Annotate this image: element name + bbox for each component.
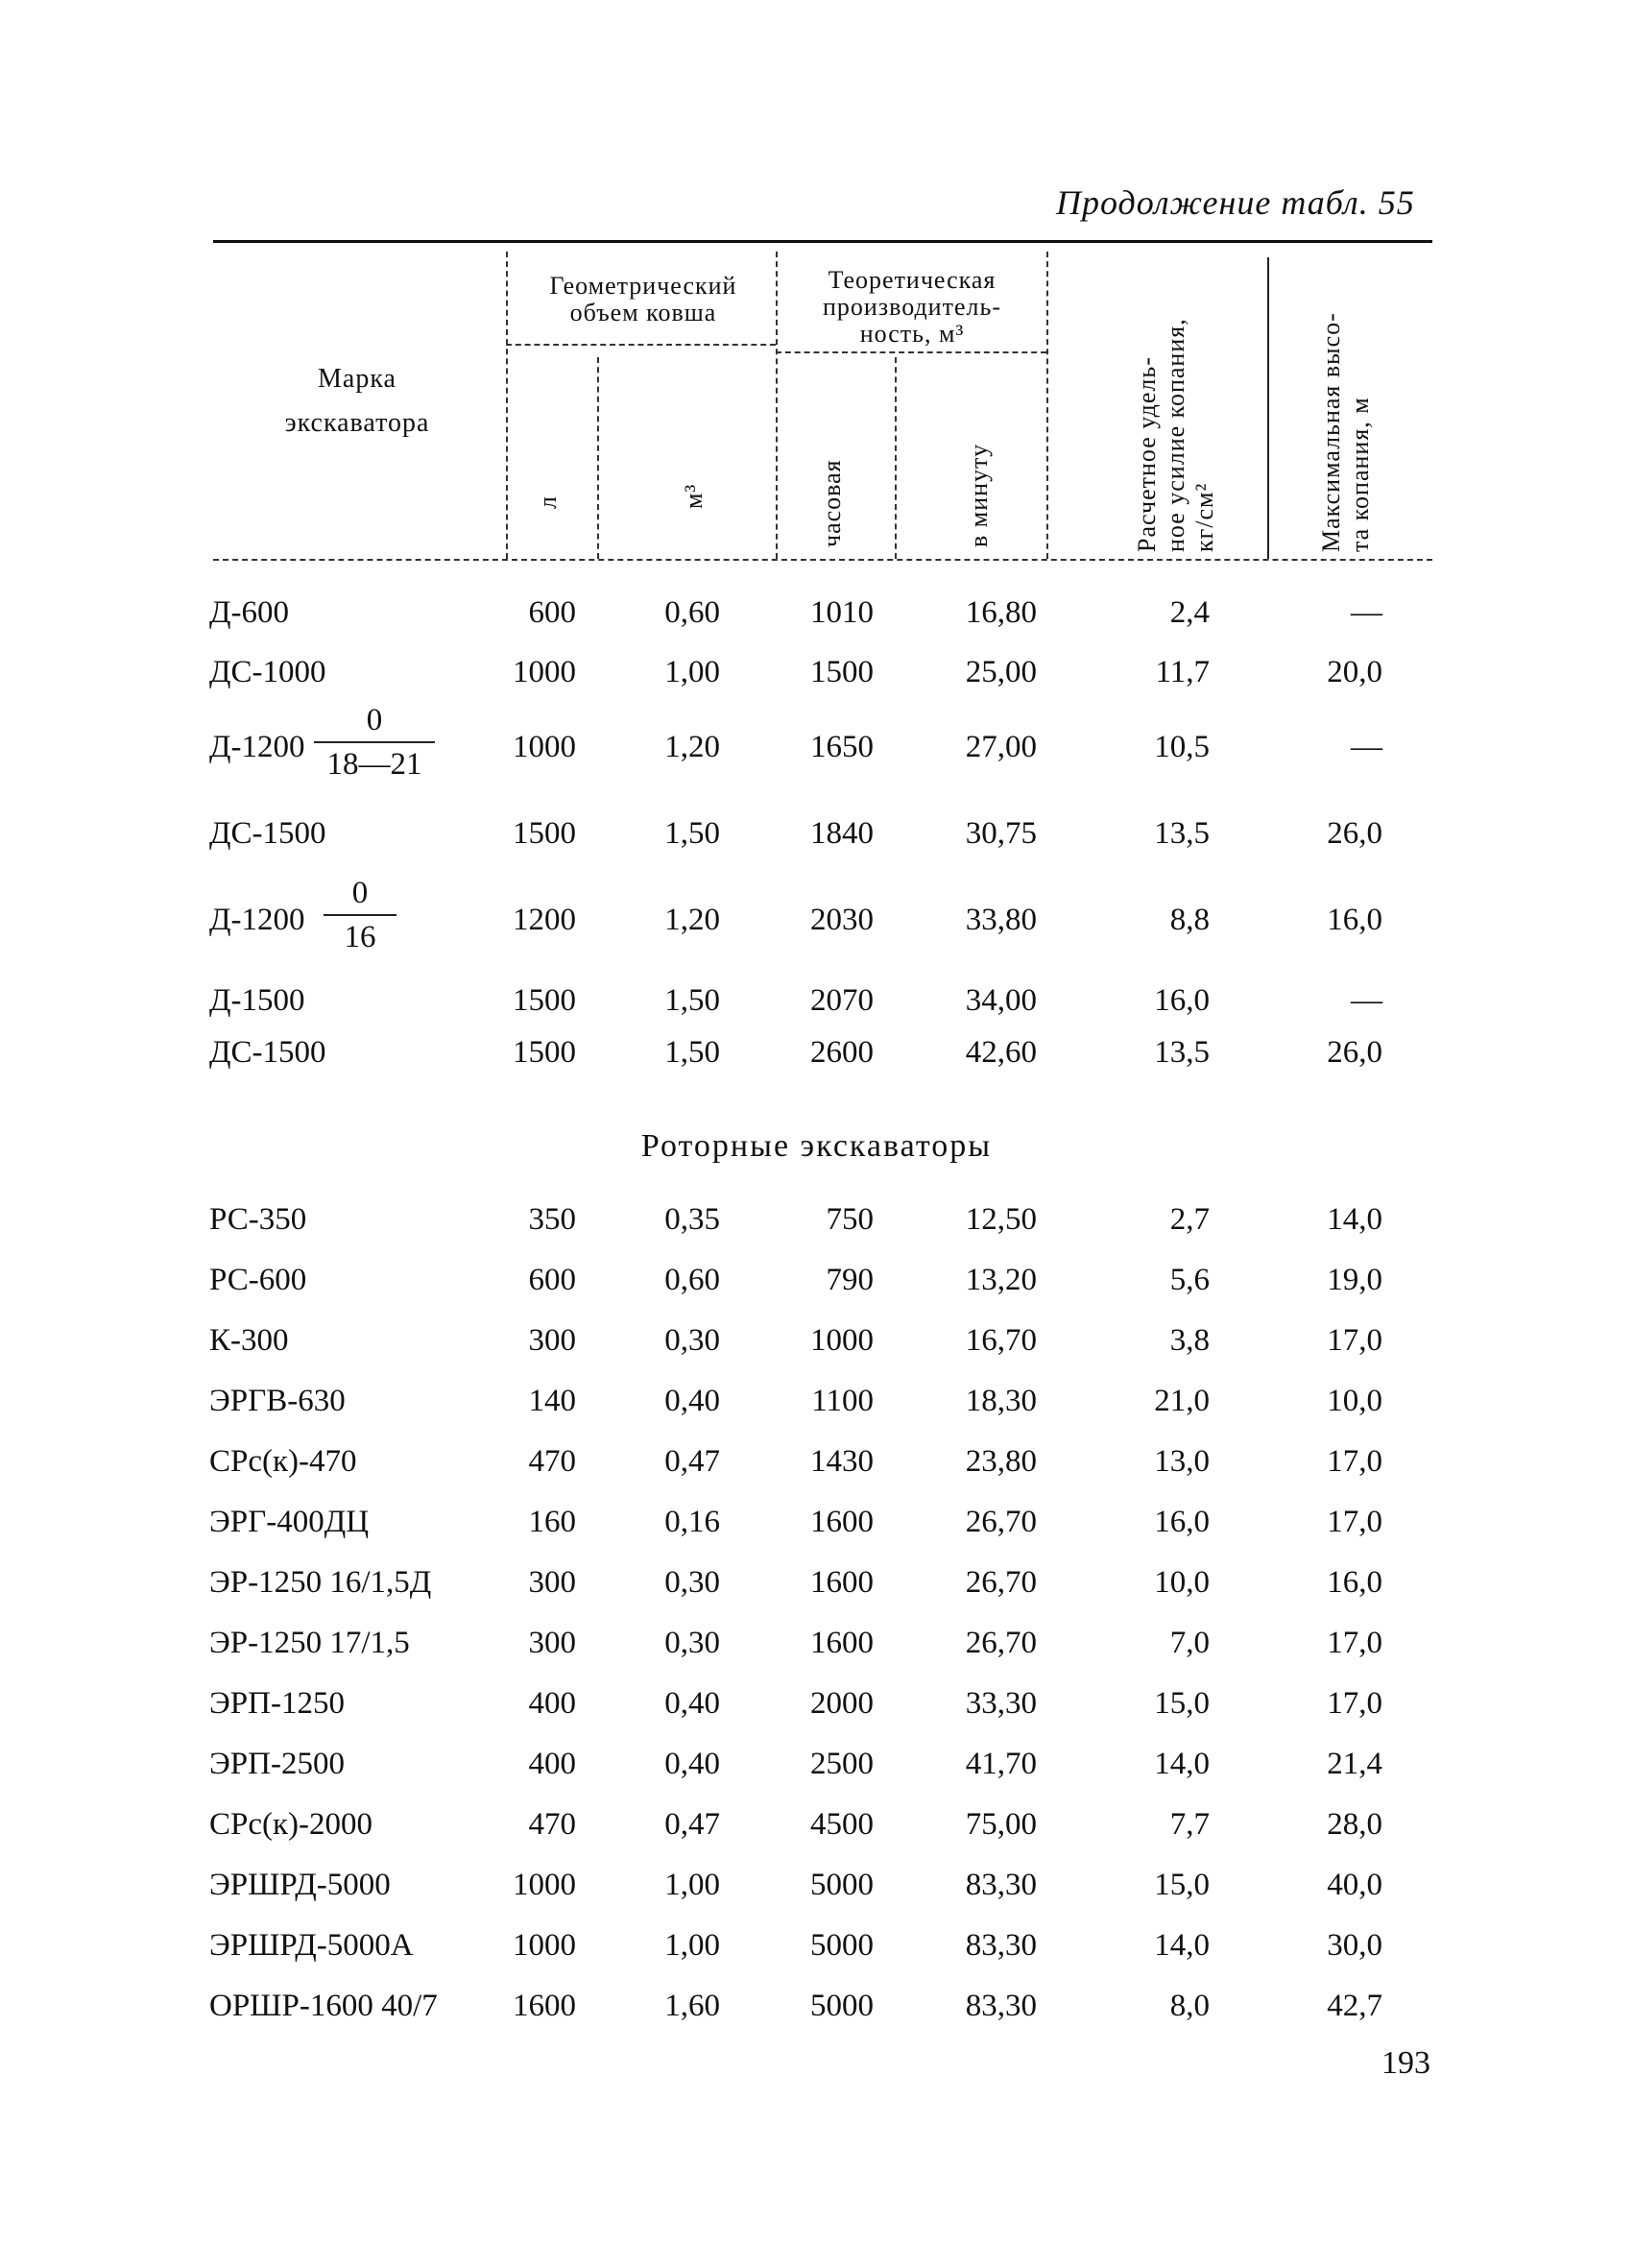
- cell-prod-minute: 83,30: [965, 1928, 1037, 1963]
- cell-prod-minute: 25,00: [965, 655, 1037, 689]
- cell-prod-minute: 42,60: [965, 1035, 1037, 1070]
- cell-prod-minute: 27,00: [965, 730, 1037, 764]
- cell-dig-force: 16,0: [1154, 1505, 1210, 1539]
- cell-volume-l: 1000: [513, 1928, 576, 1963]
- cell-volume-m3: 0,60: [664, 595, 720, 630]
- cell-prod-minute: 33,80: [965, 903, 1037, 937]
- cell-prod-hourly: 1600: [810, 1626, 874, 1660]
- cell-volume-l: 300: [528, 1323, 576, 1358]
- cell-max-height: —: [1351, 730, 1382, 764]
- cell-volume-m3: 0,40: [664, 1686, 720, 1721]
- col-divider-volume: [506, 252, 508, 559]
- cell-prod-minute: 26,70: [965, 1565, 1037, 1600]
- cell-max-height: 21,4: [1327, 1747, 1382, 1781]
- cell-prod-minute: 16,80: [965, 595, 1037, 630]
- cell-volume-m3: 0,47: [664, 1444, 720, 1479]
- cell-name: РС-600: [209, 1263, 307, 1297]
- cell-prod-hourly: 1650: [810, 730, 874, 764]
- cell-name: ЭРП-2500: [209, 1747, 345, 1781]
- cell-volume-l: 1000: [513, 655, 576, 689]
- cell-volume-m3: 0,30: [664, 1323, 720, 1358]
- cell-prod-hourly: 1840: [810, 816, 874, 851]
- cell-name: ЭРП-1250: [209, 1686, 345, 1721]
- cell-prod-minute: 26,70: [965, 1626, 1037, 1660]
- fraction-numerator: 0: [366, 703, 383, 737]
- cell-prod-minute: 16,70: [965, 1323, 1037, 1358]
- cell-prod-hourly: 5000: [810, 1928, 874, 1963]
- col-divider-l-m3: [597, 357, 599, 559]
- cell-dig-force: 21,0: [1154, 1384, 1210, 1418]
- cell-dig-force: 8,8: [1169, 903, 1210, 937]
- cell-max-height: 30,0: [1327, 1928, 1382, 1963]
- header-hourly: часовая: [818, 459, 846, 547]
- cell-prod-minute: 83,30: [965, 1989, 1037, 2023]
- cell-max-height: 17,0: [1327, 1686, 1382, 1721]
- cell-prod-minute: 13,20: [965, 1263, 1037, 1297]
- cell-volume-m3: 1,00: [664, 1868, 720, 1902]
- cell-prod-hourly: 1600: [810, 1505, 874, 1539]
- cell-prod-hourly: 2600: [810, 1035, 874, 1070]
- cell-prod-hourly: 5000: [810, 1989, 874, 2023]
- cell-dig-force: 16,0: [1154, 983, 1210, 1018]
- cell-volume-m3: 1,50: [664, 1035, 720, 1070]
- cell-max-height: 10,0: [1327, 1384, 1382, 1418]
- cell-prod-minute: 30,75: [965, 816, 1037, 851]
- header-per-minute: в минуту: [965, 443, 993, 547]
- cell-dig-force: 15,0: [1154, 1868, 1210, 1902]
- header-bottom-rule: [213, 559, 1432, 561]
- cell-prod-minute: 18,30: [965, 1384, 1037, 1418]
- section-title-rotary: Роторные экскаваторы: [640, 1128, 993, 1164]
- cell-prod-hourly: 750: [826, 1202, 874, 1237]
- cell-dig-force: 13,0: [1154, 1444, 1210, 1479]
- cell-name: К-300: [209, 1323, 289, 1358]
- col-divider-height: [1267, 257, 1269, 559]
- cell-name: Д-1200: [209, 903, 305, 937]
- cell-volume-m3: 0,47: [664, 1807, 720, 1842]
- cell-volume-m3: 0,35: [664, 1202, 720, 1237]
- page-number: 193: [1381, 2045, 1430, 2081]
- cell-prod-minute: 34,00: [965, 983, 1037, 1018]
- cell-dig-force: 8,0: [1169, 1989, 1210, 2023]
- cell-volume-l: 300: [528, 1565, 576, 1600]
- cell-volume-l: 470: [528, 1807, 576, 1842]
- cell-dig-force: 10,0: [1154, 1565, 1210, 1600]
- cell-volume-l: 1000: [513, 1868, 576, 1902]
- volume-group-underline: [506, 344, 776, 346]
- cell-prod-hourly: 1600: [810, 1565, 874, 1600]
- cell-name: РС-350: [209, 1202, 307, 1237]
- cell-prod-hourly: 5000: [810, 1868, 874, 1902]
- cell-dig-force: 13,5: [1154, 1035, 1210, 1070]
- cell-volume-m3: 1,50: [664, 816, 720, 851]
- cell-max-height: 16,0: [1327, 1565, 1382, 1600]
- cell-name: Д-600: [209, 595, 289, 630]
- cell-dig-force: 11,7: [1155, 655, 1210, 689]
- cell-name: ОРШР-1600 40/7: [209, 1989, 438, 2023]
- cell-dig-force: 7,0: [1169, 1626, 1210, 1660]
- cell-max-height: 19,0: [1327, 1263, 1382, 1297]
- cell-prod-hourly: 2500: [810, 1747, 874, 1781]
- prod-group-underline: [776, 351, 1046, 353]
- cell-dig-force: 15,0: [1154, 1686, 1210, 1721]
- cell-volume-m3: 0,30: [664, 1565, 720, 1600]
- cell-max-height: 28,0: [1327, 1807, 1382, 1842]
- cell-max-height: 14,0: [1327, 1202, 1382, 1237]
- cell-prod-minute: 26,70: [965, 1505, 1037, 1539]
- fraction-bar: [324, 914, 396, 916]
- col-divider-prod: [776, 252, 778, 559]
- cell-prod-minute: 23,80: [965, 1444, 1037, 1479]
- cell-prod-minute: 83,30: [965, 1868, 1037, 1902]
- fraction-denominator: 16: [344, 920, 376, 954]
- cell-volume-l: 1000: [513, 730, 576, 764]
- cell-name: ЭРГ-400ДЦ: [209, 1505, 370, 1539]
- cell-prod-hourly: 1000: [810, 1323, 874, 1358]
- cell-volume-l: 1500: [513, 816, 576, 851]
- cell-volume-m3: 1,20: [664, 903, 720, 937]
- cell-dig-force: 5,6: [1169, 1263, 1210, 1297]
- cell-name: ДС-1000: [209, 655, 326, 689]
- cell-name: ЭР-1250 16/1,5Д: [209, 1565, 432, 1600]
- cell-max-height: 42,7: [1327, 1989, 1382, 2023]
- cell-volume-m3: 1,20: [664, 730, 720, 764]
- header-force: Расчетное удель- ное усилие копания, кг/см²: [1133, 318, 1218, 552]
- cell-volume-l: 600: [528, 595, 576, 630]
- fraction-denominator: 18—21: [326, 747, 422, 782]
- cell-prod-hourly: 2030: [810, 903, 874, 937]
- cell-max-height: 17,0: [1327, 1505, 1382, 1539]
- cell-volume-l: 300: [528, 1626, 576, 1660]
- col-divider-force: [1046, 252, 1048, 559]
- header-unit-l: л: [534, 495, 562, 509]
- cell-prod-minute: 33,30: [965, 1686, 1037, 1721]
- cell-name: Д-1200: [209, 730, 305, 764]
- cell-volume-l: 350: [528, 1202, 576, 1237]
- cell-volume-m3: 0,40: [664, 1747, 720, 1781]
- cell-volume-l: 470: [528, 1444, 576, 1479]
- cell-max-height: 17,0: [1327, 1444, 1382, 1479]
- cell-max-height: 20,0: [1327, 655, 1382, 689]
- cell-volume-l: 140: [528, 1384, 576, 1418]
- col-divider-hour-min: [895, 357, 897, 559]
- cell-prod-hourly: 2070: [810, 983, 874, 1018]
- cell-max-height: 26,0: [1327, 1035, 1382, 1070]
- cell-prod-hourly: 2000: [810, 1686, 874, 1721]
- cell-volume-l: 1200: [513, 903, 576, 937]
- cell-prod-minute: 41,70: [965, 1747, 1037, 1781]
- cell-max-height: 17,0: [1327, 1626, 1382, 1660]
- cell-volume-l: 1500: [513, 983, 576, 1018]
- cell-name: Д-1500: [209, 983, 305, 1018]
- cell-prod-hourly: 1500: [810, 655, 874, 689]
- cell-prod-hourly: 1100: [811, 1384, 874, 1418]
- cell-prod-hourly: 4500: [810, 1807, 874, 1842]
- header-unit-m3: м³: [680, 483, 708, 509]
- cell-volume-m3: 0,30: [664, 1626, 720, 1660]
- fraction-bar: [314, 741, 435, 743]
- cell-volume-l: 600: [528, 1263, 576, 1297]
- cell-name: ЭР-1250 17/1,5: [209, 1626, 410, 1660]
- cell-dig-force: 10,5: [1154, 730, 1210, 764]
- cell-volume-m3: 1,60: [664, 1989, 720, 2023]
- cell-volume-l: 1500: [513, 1035, 576, 1070]
- cell-dig-force: 14,0: [1154, 1928, 1210, 1963]
- cell-volume-m3: 1,00: [664, 655, 720, 689]
- cell-prod-minute: 12,50: [965, 1202, 1037, 1237]
- cell-dig-force: 13,5: [1154, 816, 1210, 851]
- cell-volume-l: 400: [528, 1686, 576, 1721]
- cell-max-height: 16,0: [1327, 903, 1382, 937]
- header-volume-group: Геометрический объем ковша: [549, 272, 737, 326]
- cell-dig-force: 7,7: [1169, 1807, 1210, 1842]
- cell-volume-m3: 0,40: [664, 1384, 720, 1418]
- header-prod-group: Теоретическая производитель- ность, м³: [823, 266, 1001, 348]
- cell-volume-l: 160: [528, 1505, 576, 1539]
- table-top-rule: [213, 240, 1432, 243]
- cell-prod-hourly: 790: [826, 1263, 874, 1297]
- header-brand: Марка экскаватора: [284, 364, 430, 438]
- cell-max-height: —: [1351, 595, 1382, 630]
- cell-volume-m3: 0,16: [664, 1505, 720, 1539]
- cell-prod-minute: 75,00: [965, 1807, 1037, 1842]
- cell-max-height: —: [1351, 983, 1382, 1018]
- cell-volume-l: 1600: [513, 1989, 576, 2023]
- fraction-numerator: 0: [351, 876, 369, 910]
- cell-volume-m3: 0,60: [664, 1263, 720, 1297]
- cell-volume-l: 400: [528, 1747, 576, 1781]
- cell-name: ЭРШРД-5000: [209, 1868, 391, 1902]
- cell-dig-force: 2,4: [1169, 595, 1210, 630]
- table-caption: Продолжение табл. 55: [1056, 183, 1415, 222]
- cell-name: ЭРГВ-630: [209, 1384, 346, 1418]
- cell-prod-hourly: 1010: [810, 595, 874, 630]
- cell-name: СРс(к)-470: [209, 1444, 357, 1479]
- cell-max-height: 40,0: [1327, 1868, 1382, 1902]
- cell-dig-force: 2,7: [1169, 1202, 1210, 1237]
- cell-name: ЭРШРД-5000А: [209, 1928, 414, 1963]
- header-max-height: Максимальная высо- та копания, м: [1317, 312, 1374, 552]
- cell-max-height: 17,0: [1327, 1323, 1382, 1358]
- cell-name: ДС-1500: [209, 1035, 326, 1070]
- cell-volume-m3: 1,50: [664, 983, 720, 1018]
- cell-dig-force: 3,8: [1169, 1323, 1210, 1358]
- cell-prod-hourly: 1430: [810, 1444, 874, 1479]
- cell-dig-force: 14,0: [1154, 1747, 1210, 1781]
- cell-name: ДС-1500: [209, 816, 326, 851]
- cell-volume-m3: 1,00: [664, 1928, 720, 1963]
- cell-name: СРс(к)-2000: [209, 1807, 373, 1842]
- cell-max-height: 26,0: [1327, 816, 1382, 851]
